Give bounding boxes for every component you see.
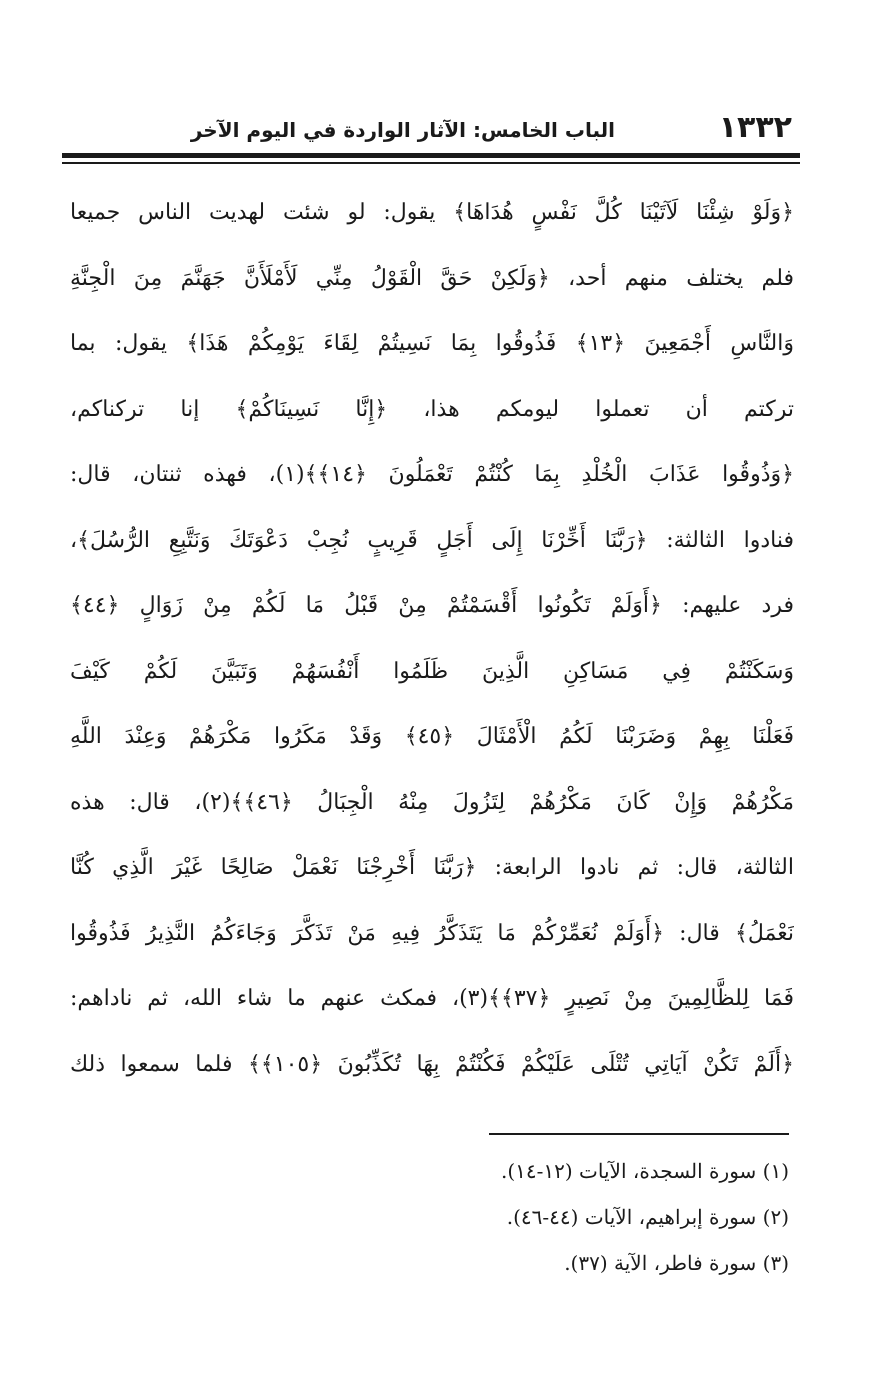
text-line: فلم يختلف منهم أحد، ﴿وَلَكِنْ حَقَّ الْقَوْلُ مِنِّي لَأَمْلَأَنَّ جَهَنَّمَ مِنَ الْجِنَّةِ <box>70 265 794 291</box>
text-line: ﴿أَلَمْ تَكُنْ آيَاتِي تُتْلَى عَلَيْكُمْ فَكُنْتُمْ بِهَا تُكَذِّبُونَ ﴿١٠٥﴾﴾ فلما سمعوا ذلك <box>70 1051 794 1077</box>
main-text <box>70 180 794 1097</box>
text-line: ﴿وَذُوقُوا عَذَابَ الْخُلْدِ بِمَا كُنْتُمْ تَعْمَلُونَ ﴿١٤﴾﴾(١)، فهذه ثنتان، قال: <box>70 462 794 487</box>
header-rule-thick <box>62 153 800 158</box>
header-rule-thin <box>62 162 800 164</box>
text-line: مَكْرُهُمْ وَإِنْ كَانَ مَكْرُهُمْ لِتَزُولَ مِنْهُ الْجِبَالُ ﴿٤٦﴾﴾(٢)، قال: هذه <box>70 789 794 815</box>
text-line: وَالنَّاسِ أَجْمَعِينَ ﴿١٣﴾ فَذُوقُوا بِمَا نَسِيتُمْ لِقَاءَ يَوْمِكُمْ هَذَا﴾ يقول: بما <box>70 331 794 356</box>
footnote: (٣) سورة فاطر، الآية (٣٧). <box>564 1251 789 1275</box>
footnotes <box>389 1148 789 1286</box>
text-line: الثالثة، قال: ثم نادوا الرابعة: ﴿رَبَّنَا أَخْرِجْنَا نَعْمَلْ صَالِحًا غَيْرَ الَّذِي كُنَّا <box>70 855 794 880</box>
text-line: ﴿وَلَوْ شِئْنَا لَآتَيْنَا كُلَّ نَفْسٍ هُدَاهَا﴾ يقول: لو شئت لهديت الناس جميعا <box>70 200 794 225</box>
running-title: الباب الخامس: الآثار الواردة في اليوم الآخر <box>190 118 615 142</box>
text-line: فنادوا الثالثة: ﴿رَبَّنَا أَخِّرْنَا إِلَى أَجَلٍ قَرِيبٍ نُجِبْ دَعْوَتَكَ وَنَتَّبِعِ الرُّسُلَ﴾، <box>70 527 794 553</box>
text-line: فَمَا لِلظَّالِمِينَ مِنْ نَصِيرٍ ﴿٣٧﴾﴾(٣)، فمكث عنهم ما شاء الله، ثم ناداهم: <box>70 986 794 1011</box>
page-number: ١٣٣٢ <box>718 110 792 145</box>
footnote: (١) سورة السجدة، الآيات (١٢-١٤). <box>500 1159 789 1183</box>
text-line: تركتم أن تعملوا ليومكم هذا، ﴿إِنَّا نَسِينَاكُمْ﴾ إنا تركناكم، <box>70 396 794 422</box>
footnote-separator <box>489 1133 789 1135</box>
text-line: وَسَكَنْتُمْ فِي مَسَاكِنِ الَّذِينَ ظَلَمُوا أَنْفُسَهُمْ وَتَبَيَّنَ لَكُمْ كَيْفَ <box>70 658 794 684</box>
text-line: نَعْمَلُ﴾ قال: ﴿أَوَلَمْ نُعَمِّرْكُمْ مَا يَتَذَكَّرُ فِيهِ مَنْ تَذَكَّرَ وَجَاءَكُمُ النَّذِيرُ فَذُوقُوا <box>70 920 794 946</box>
page-header <box>62 108 800 152</box>
footnote: (٢) سورة إبراهيم، الآيات (٤٤-٤٦). <box>506 1205 789 1229</box>
text-line: فَعَلْنَا بِهِمْ وَضَرَبْنَا لَكُمُ الْأَمْثَالَ ﴿٤٥﴾ وَقَدْ مَكَرُوا مَكْرَهُمْ وَعِنْدَ اللَّهِ <box>70 724 794 749</box>
text-line: فرد عليهم: ﴿أَوَلَمْ تَكُونُوا أَقْسَمْتُمْ مِنْ قَبْلُ مَا لَكُمْ مِنْ زَوَالٍ ﴿٤٤﴾ <box>70 593 794 618</box>
